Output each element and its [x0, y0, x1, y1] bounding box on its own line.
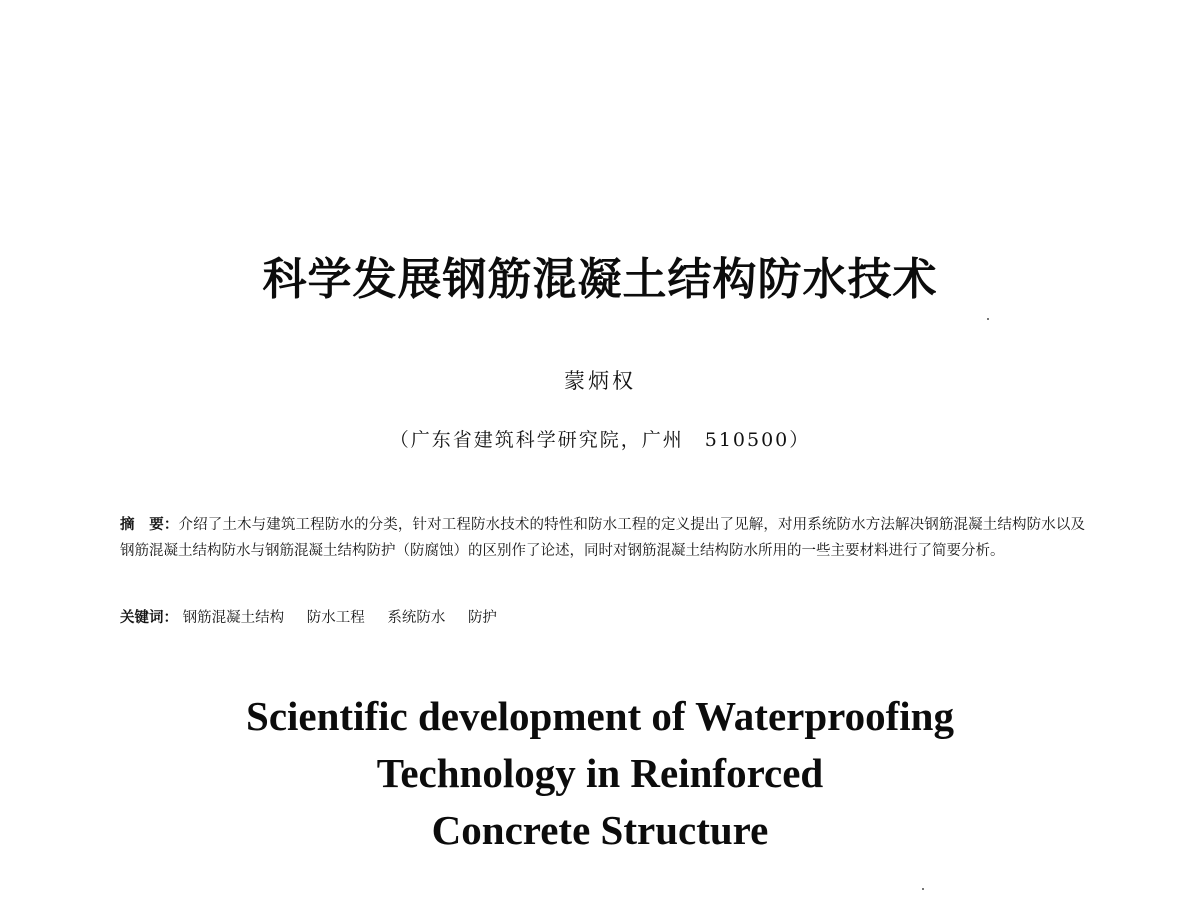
english-title-line: Technology in Reinforced — [376, 750, 824, 796]
keywords-label: 关键词： — [120, 610, 178, 626]
author-affiliation: （广东省建筑科学研究院，广州 510500） — [389, 429, 811, 451]
chinese-title: 科学发展钢筋混凝土结构防水技术 — [262, 254, 938, 305]
scan-speck — [922, 888, 924, 890]
abstract — [120, 512, 1085, 564]
keyword-item: 钢筋混凝土结构 — [182, 610, 285, 626]
scan-speck — [987, 318, 989, 320]
abstract-label: 摘 要： — [120, 517, 179, 533]
english-title-line: Scientific development of Waterproofing — [246, 693, 954, 739]
abstract-text: 介绍了土木与建筑工程防水的分类，针对工程防水技术的特性和防水工程的定义提出了见解，对用系统防水方法解决钢筋混凝土结构防水以及钢筋混凝土结构防水与钢筋混凝土结构防护（防腐蚀）的区别作了论述，同时对钢筋混凝土结构防水所用的一些主要材料进行了简要分析。 — [120, 517, 1086, 559]
author-name: 蒙炳权 — [564, 369, 636, 393]
keyword-item: 防护 — [467, 610, 497, 626]
keywords — [120, 605, 1085, 631]
english-title-line: Concrete Structure — [431, 807, 769, 853]
english-title — [0, 688, 1200, 859]
keyword-item: 系统防水 — [387, 610, 446, 626]
keyword-item: 防水工程 — [306, 610, 365, 626]
